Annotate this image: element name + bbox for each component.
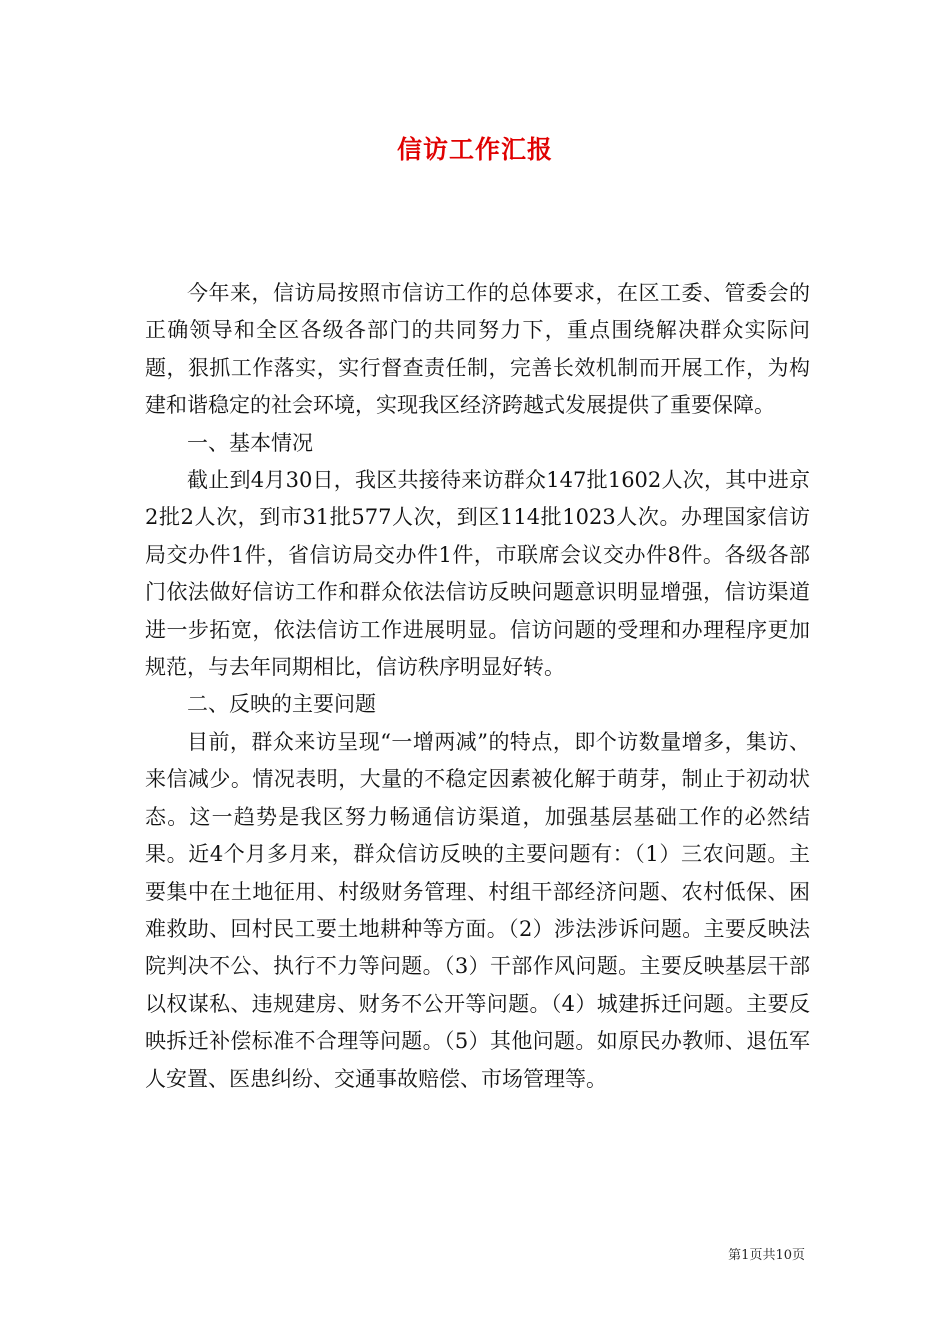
page-number: 第1页共10页 <box>728 1248 805 1263</box>
paragraph-basic-situation: 截止到4月30日，我区共接待来访群众147批1602人次，其中进京2批2人次，到市31批577人次，到区114批1023人次。办理国家信访局交办件1件，省信访局交办件1件，市联席会议交办件8件。各级各部门依法做好信访工作和群众依法信访反映问题意识明显增强，信访渠道进一步拓宽，依法信访工作进展明显。信访问题的受理和办理程序更加规范，与去年同期相比，信访秩序明显好转。 <box>145 468 810 680</box>
document-body <box>145 275 810 1098</box>
document-title: 信访工作汇报 <box>396 135 553 164</box>
paragraph-intro: 今年来，信访局按照市信访工作的总体要求，在区工委、管委会的正确领导和全区各级各部门的共同努力下，重点围绕解决群众实际问题，狠抓工作落实，实行督查责任制，完善长效机制而开展工作，为构建和谐稳定的社会环境，实现我区经济跨越式发展提供了重要保障。 <box>145 281 810 418</box>
section-heading-basic: 一、基本情况 <box>187 430 313 455</box>
paragraph-main-problems: 目前，群众来访呈现“一增两减”的特点，即个访数量增多，集访、来信减少。情况表明，大量的不稳定因素被化解于萌芽，制止于初动状态。这一趋势是我区努力畅通信访渠道，加强基层基础工作的必然结果。近4个月多月来，群众信访反映的主要问题有：（1）三农问题。主要集中在土地征用、村级财务管理、村组干部经济问题、农村低保、困难救助、回村民工要土地耕种等方面。（2）涉法涉诉问题。主要反映法院判决不公、执行不力等问题。（3）干部作风问题。主要反映基层干部以权谋私、违规建房、财务不公开等问题。（4）城建拆迁问题。主要反映拆迁补偿标准不合理等问题。（5）其他问题。如原民办教师、退伍军人安置、医患纠纷、交通事故赔偿、市场管理等。 <box>145 729 810 1091</box>
section-heading-problems: 二、反映的主要问题 <box>187 692 376 717</box>
